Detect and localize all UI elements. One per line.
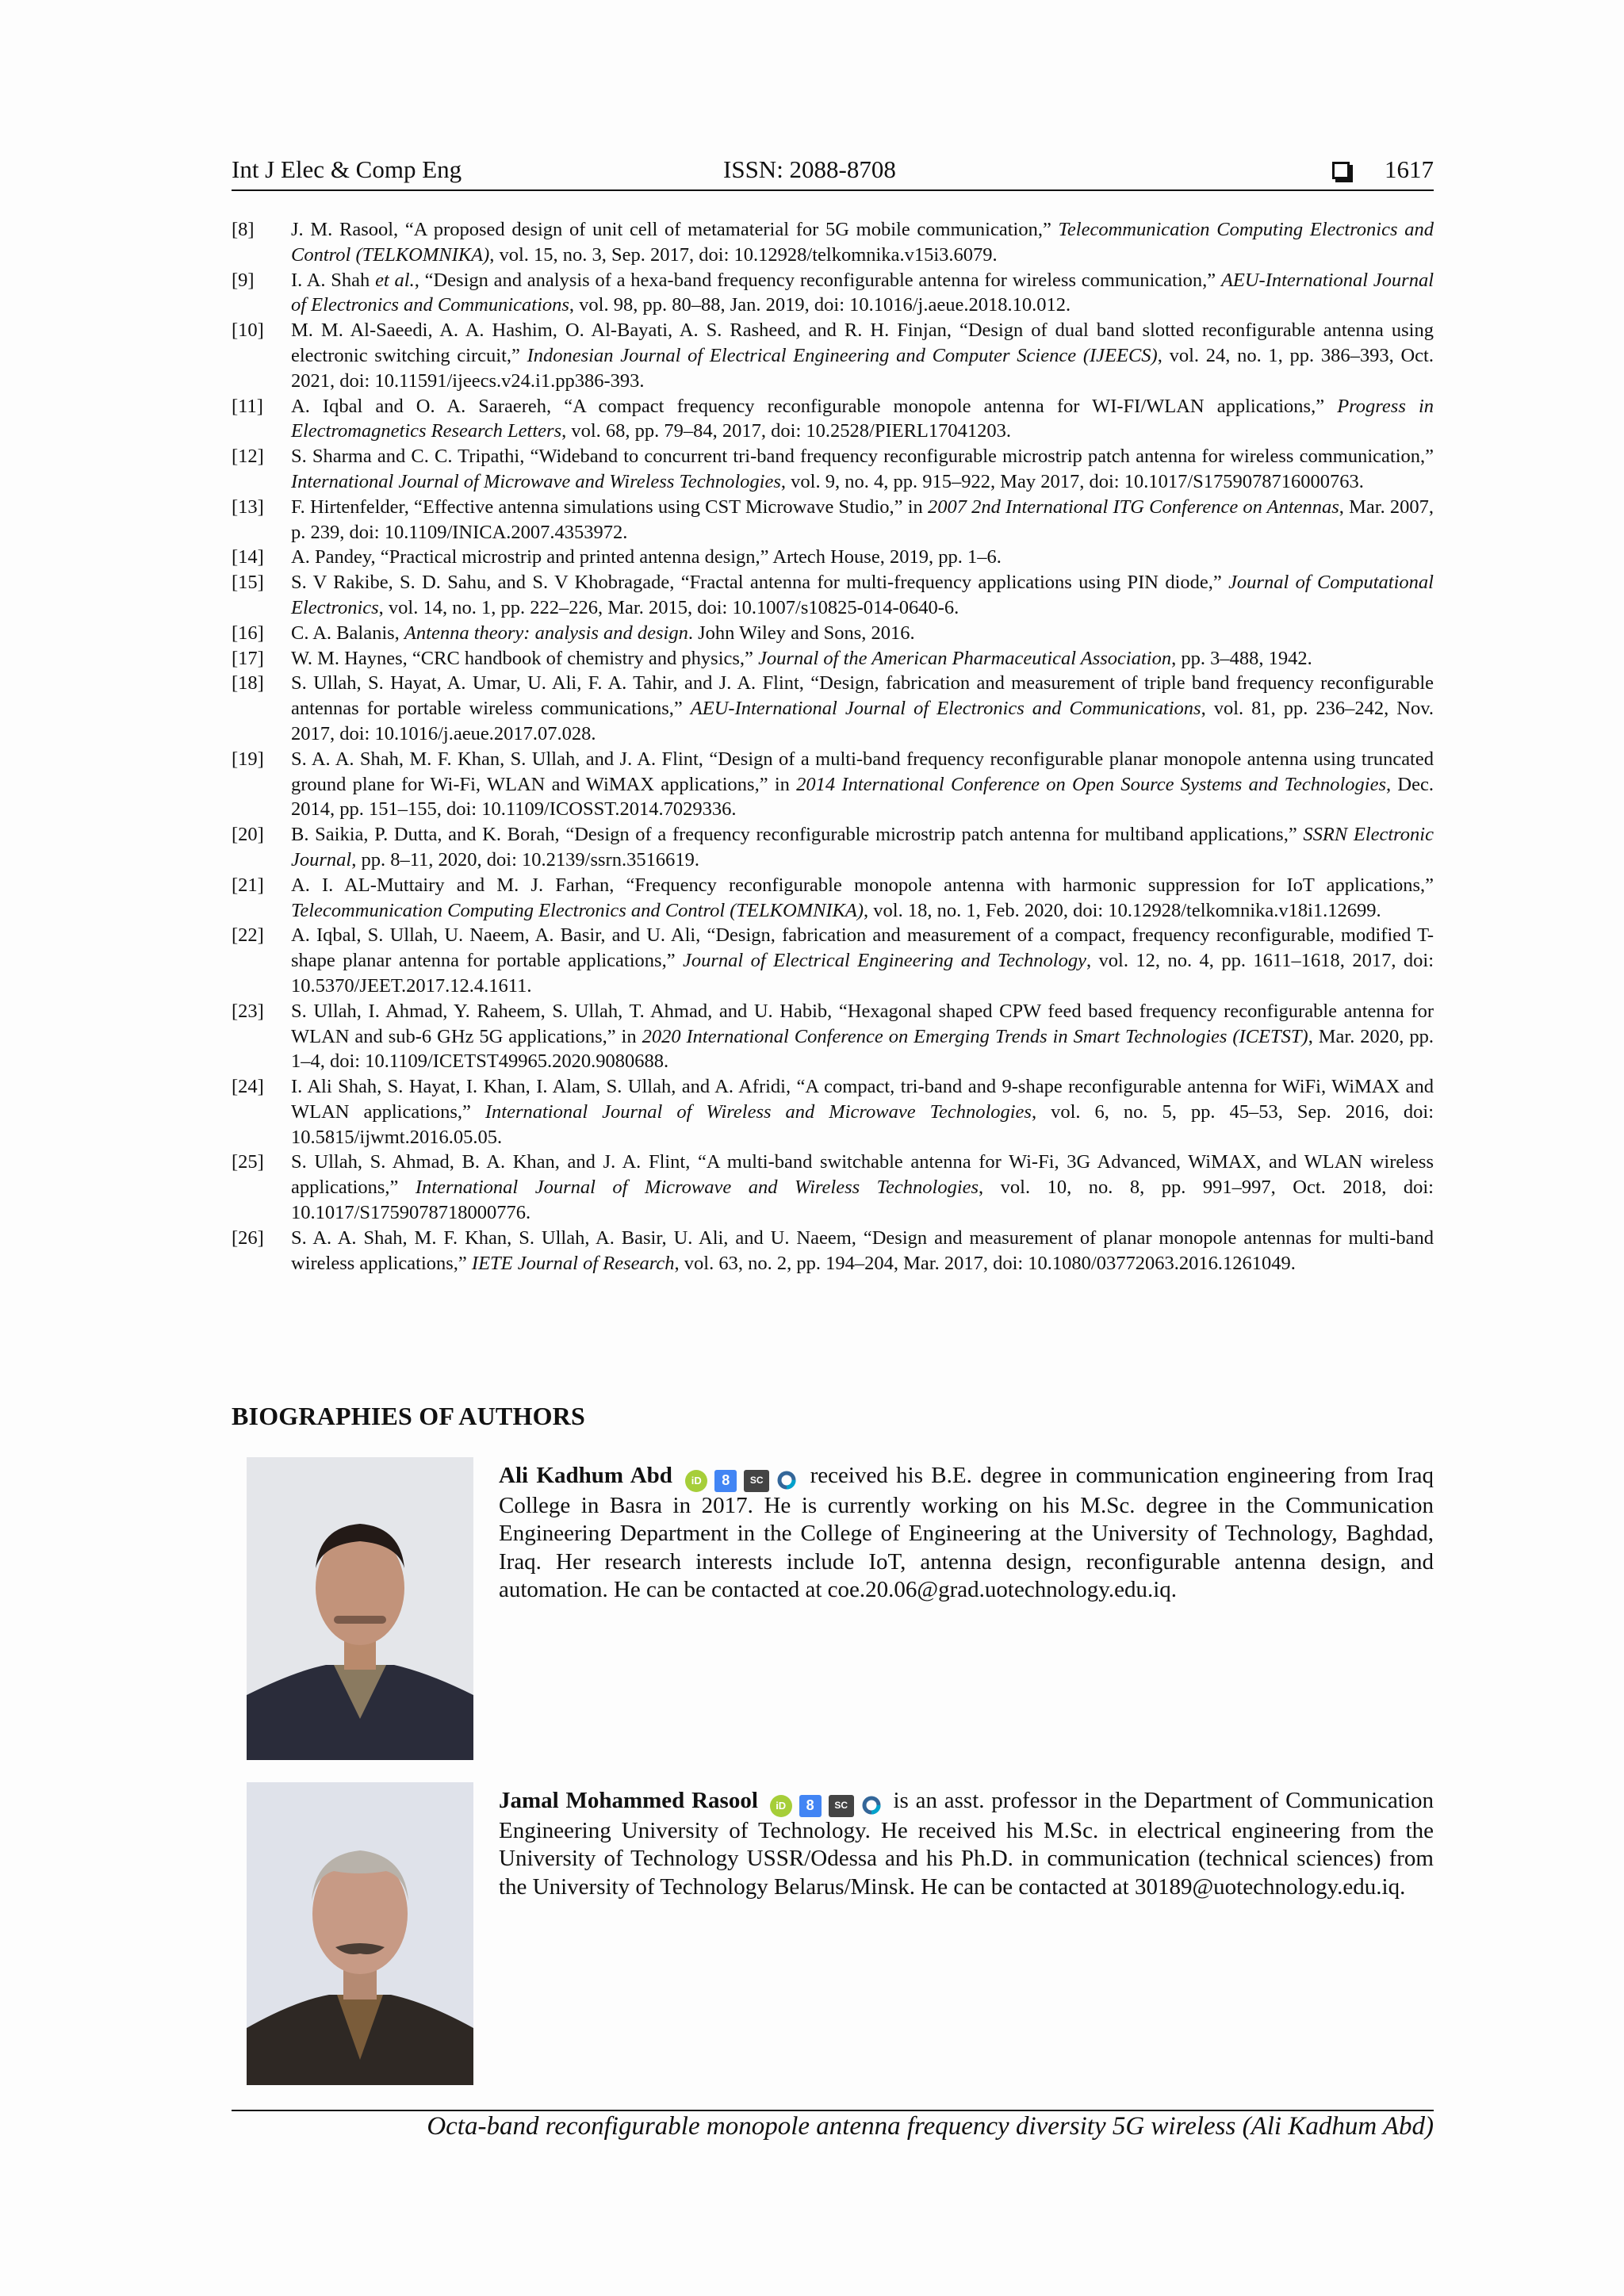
reference-number: [23] (232, 1000, 264, 1022)
reference-item (232, 1150, 1434, 1225)
reference-item (232, 822, 1434, 873)
author-profile-badges (770, 1795, 882, 1817)
reference-text: J. M. Rasool, “A proposed design of unit cell of metamaterial for 5G mobile communication,” Telecommunication Computing Electronics and Control (TELKOMNIKA), vol. 15, no. 3, Sep. 2017, doi: 10.12928/telkomnika.v15i3.6079. (291, 219, 1434, 266)
reference-text: S. Ullah, S. Hayat, A. Umar, U. Ali, F. A. Tahir, and J. A. Flint, “Design, fabrication and measurement of triple band frequency reconfigurable antennas for portable wireless communications,” AEU-International Journal of Electronics and Communications, vol. 81, pp. 236–242, Nov. 2017, doi: 10.1016/j.aeue.2017.07.028. (291, 672, 1434, 744)
reference-number: [11] (232, 395, 263, 417)
reference-number: [8] (232, 219, 255, 240)
orcid-icon[interactable]: iD (770, 1795, 792, 1817)
reference-item (232, 268, 1434, 319)
square-box-icon (1332, 162, 1350, 179)
reference-number: [24] (232, 1076, 264, 1098)
author-bio-text (499, 1787, 1434, 1901)
reference-item (232, 873, 1434, 924)
reference-text: M. M. Al-Saeedi, A. A. Hashim, O. Al-Bayati, A. S. Rasheed, and R. H. Finjan, “Design of dual band slotted reconfigurable antenna using electronic switching circuit,” Indonesian Journal of Electrical Engineering and Computer Science (IJEECS), vol. 24, no. 1, pp. 386–393, Oct. 2021, doi: 10.11591/ijeecs.v24.i1.pp386-393. (291, 320, 1434, 392)
reference-number: [26] (232, 1226, 264, 1249)
reference-text: A. Iqbal and O. A. Saraereh, “A compact frequency reconfigurable monopole antenna for WI-FI/WLAN applications,” Progress in Electromagnetics Research Letters, vol. 68, pp. 79–84, 2017, doi: 10.2528/PIERL17041203. (291, 395, 1434, 442)
reference-number: [17] (232, 647, 264, 669)
reference-text: B. Saikia, P. Dutta, and K. Borah, “Design of a frequency reconfigurable microstrip patch antenna for multiband applications,” SSRN Electronic Journal, pp. 8–11, 2020, doi: 10.2139/ssrn.3516619. (291, 824, 1434, 871)
orcid-icon[interactable]: iD (685, 1470, 707, 1492)
reference-item (232, 671, 1434, 746)
reference-text: A. Pandey, “Practical microstrip and printed antenna design,” Artech House, 2019, pp. 1–6. (291, 546, 1002, 568)
author-profile-badges (685, 1470, 797, 1492)
google-scholar-icon[interactable]: 8 (799, 1795, 822, 1817)
author-photo (247, 1782, 473, 2085)
author-bio-text (499, 1462, 1434, 1605)
reference-number: [15] (232, 572, 264, 594)
reference-number: [9] (232, 269, 255, 291)
reference-number: [25] (232, 1151, 264, 1173)
issn: ISSN: 2088-8708 (723, 155, 896, 183)
reference-text: S. Sharma and C. C. Tripathi, “Wideband to concurrent tri-band frequency reconfigurable microstrip patch antenna for wireless communication,” International Journal of Microwave and Wireless Technologies, vol. 9, no. 4, pp. 915–922, May 2017, doi: 10.1017/S1759078716000763. (291, 446, 1434, 492)
reference-text: S. A. A. Shah, M. F. Khan, S. Ullah, A. Basir, U. Ali, and U. Naeem, “Design and measurement of planar monopole antennas for multi-band wireless applications,” IETE Journal of Research, vol. 63, no. 2, pp. 194–204, Mar. 2017, doi: 10.1080/03772063.2016.1261049. (291, 1226, 1434, 1274)
reference-item (232, 646, 1434, 672)
reference-number: [10] (232, 320, 264, 342)
reference-text: S. V Rakibe, S. D. Sahu, and S. V Khobragade, “Fractal antenna for multi-frequency applications using PIN diode,” Journal of Computational Electronics, vol. 14, no. 1, pp. 222–226, Mar. 2015, doi: 10.1007/s10825-014-0640-6. (291, 572, 1434, 618)
reference-list (232, 217, 1434, 1276)
reference-item (232, 495, 1434, 545)
reference-item (232, 923, 1434, 998)
author-name: Ali Kadhum Abd (499, 1463, 672, 1488)
reference-item (232, 444, 1434, 495)
reference-text: I. A. Shah et al., “Design and analysis of a hexa-band frequency reconfigurable antenna for wireless communication,” AEU-International Journal of Electronics and Communications, vol. 98, pp. 80–88, Jan. 2019, doi: 10.1016/j.aeue.2018.10.012. (291, 269, 1434, 316)
reference-number: [18] (232, 672, 264, 695)
reference-item (232, 1226, 1434, 1276)
footer-rule (232, 2110, 1434, 2111)
scopus-icon[interactable]: SC (829, 1795, 854, 1817)
author-photo (247, 1457, 473, 1760)
running-footer: Octa-band reconfigurable monopole antenna frequency diversity 5G wireless (Ali Kadhum Abd) (427, 2112, 1434, 2141)
reference-item (232, 747, 1434, 822)
reference-text: A. I. AL-Muttairy and M. J. Farhan, “Frequency reconfigurable monopole antenna with harmonic suppression for IoT applications,” Telecommunication Computing Electronics and Control (TELKOMNIKA), vol. 18, no. 1, Feb. 2020, doi: 10.12928/telkomnika.v18i1.12699. (291, 874, 1434, 921)
page-number-group (1332, 155, 1434, 184)
reference-item (232, 621, 1434, 646)
reference-text: F. Hirtenfelder, “Effective antenna simulations using CST Microwave Studio,” in 2007 2nd International ITG Conference on Antennas, Mar. 2007, p. 239, doi: 10.1109/INICA.2007.4353972. (291, 496, 1434, 543)
reference-number: [14] (232, 546, 264, 568)
reference-text: W. M. Haynes, “CRC handbook of chemistry and physics,” Journal of the American Pharmaceutical Association, pp. 3–488, 1942. (291, 647, 1312, 669)
reference-item (232, 217, 1434, 268)
reference-text: A. Iqbal, S. Ullah, U. Naeem, A. Basir, and U. Ali, “Design, fabrication and measurement of a compact, frequency reconfigurable, modified T-shape planar antenna for portable applications,” Journal of Electrical Engineering and Technology, vol. 12, no. 4, pp. 1611–1618, 2017, doi: 10.5370/JEET.2017.12.4.1611. (291, 924, 1434, 997)
author-description: received his B.E. degree in communication engineering from Iraq College in Basra in 2017. He is currently working on his M.Sc. degree in the Communication Engineering Department in the College of Engineering at the University of Technology, Baghdad, Iraq. Her research interests include IoT, antenna design, reconfigurable antenna design, and automation. He can be contacted at coe.20.06@grad.uotechnology.edu.iq. (499, 1463, 1434, 1603)
reference-item (232, 394, 1434, 445)
reference-number: [19] (232, 748, 264, 770)
google-scholar-icon[interactable]: 8 (714, 1470, 737, 1492)
reference-number: [21] (232, 874, 264, 896)
reference-item (232, 570, 1434, 621)
publons-icon[interactable] (776, 1470, 797, 1490)
reference-text: S. A. A. Shah, M. F. Khan, S. Ullah, and J. A. Flint, “Design of a multi-band frequency reconfigurable planar monopole antenna using truncated ground plane for Wi-Fi, WLAN and WiMAX applications,” in 2014 International Conference on Open Source Systems and Technologies, Dec. 2014, pp. 151–155, doi: 10.1109/ICOSST.2014.7029336. (291, 748, 1434, 821)
reference-item (232, 999, 1434, 1074)
reference-item (232, 318, 1434, 393)
scopus-icon[interactable]: SC (744, 1470, 769, 1492)
publons-icon[interactable] (861, 1795, 882, 1816)
author-description: is an asst. professor in the Department of Communication Engineering University of Technology. He received his M.Sc. in electrical engineering from the University of Technology USSR/Odessa and his Ph.D. in communication (technical sciences) from the University of Technology Belarus/Minsk. He can be contacted at 30189@uotechnology.edu.iq. (499, 1788, 1434, 1900)
reference-number: [20] (232, 824, 264, 846)
author-name: Jamal Mohammed Rasool (499, 1788, 758, 1813)
reference-item (232, 545, 1434, 570)
header-rule (232, 189, 1434, 191)
reference-number: [16] (232, 622, 264, 644)
running-header (232, 155, 1434, 192)
reference-item (232, 1074, 1434, 1150)
reference-text: S. Ullah, I. Ahmad, Y. Raheem, S. Ullah, T. Ahmad, and U. Habib, “Hexagonal shaped CPW feed based frequency reconfigurable antenna for WLAN and sub-6 GHz 5G applications,” in 2020 International Conference on Emerging Trends in Smart Technologies (ICETST), Mar. 2020, pp. 1–4, doi: 10.1109/ICETST49965.2020.9080688. (291, 1000, 1434, 1073)
reference-text: C. A. Balanis, Antenna theory: analysis and design. John Wiley and Sons, 2016. (291, 622, 915, 644)
reference-number: [12] (232, 446, 264, 468)
reference-text: I. Ali Shah, S. Hayat, I. Khan, I. Alam, S. Ullah, and A. Afridi, “A compact, tri-band and 9-shape reconfigurable antenna for WiFi, WiMAX and WLAN applications,” International Journal of Wireless and Microwave Technologies, vol. 6, no. 5, pp. 45–53, Sep. 2016, doi: 10.5815/ijwmt.2016.05.05. (291, 1076, 1434, 1148)
reference-text: S. Ullah, S. Ahmad, B. A. Khan, and J. A. Flint, “A multi-band switchable antenna for Wi-Fi, 3G Advanced, WiMAX, and WLAN wireless applications,” International Journal of Microwave and Wireless Technologies, vol. 10, no. 8, pp. 991–997, Oct. 2018, doi: 10.1017/S1759078718000776. (291, 1151, 1434, 1224)
reference-number: [13] (232, 496, 264, 518)
reference-number: [22] (232, 924, 264, 947)
journal-name: Int J Elec & Comp Eng (232, 155, 462, 183)
page-number: 1617 (1385, 155, 1434, 183)
biographies-heading: BIOGRAPHIES OF AUTHORS (232, 1402, 585, 1430)
